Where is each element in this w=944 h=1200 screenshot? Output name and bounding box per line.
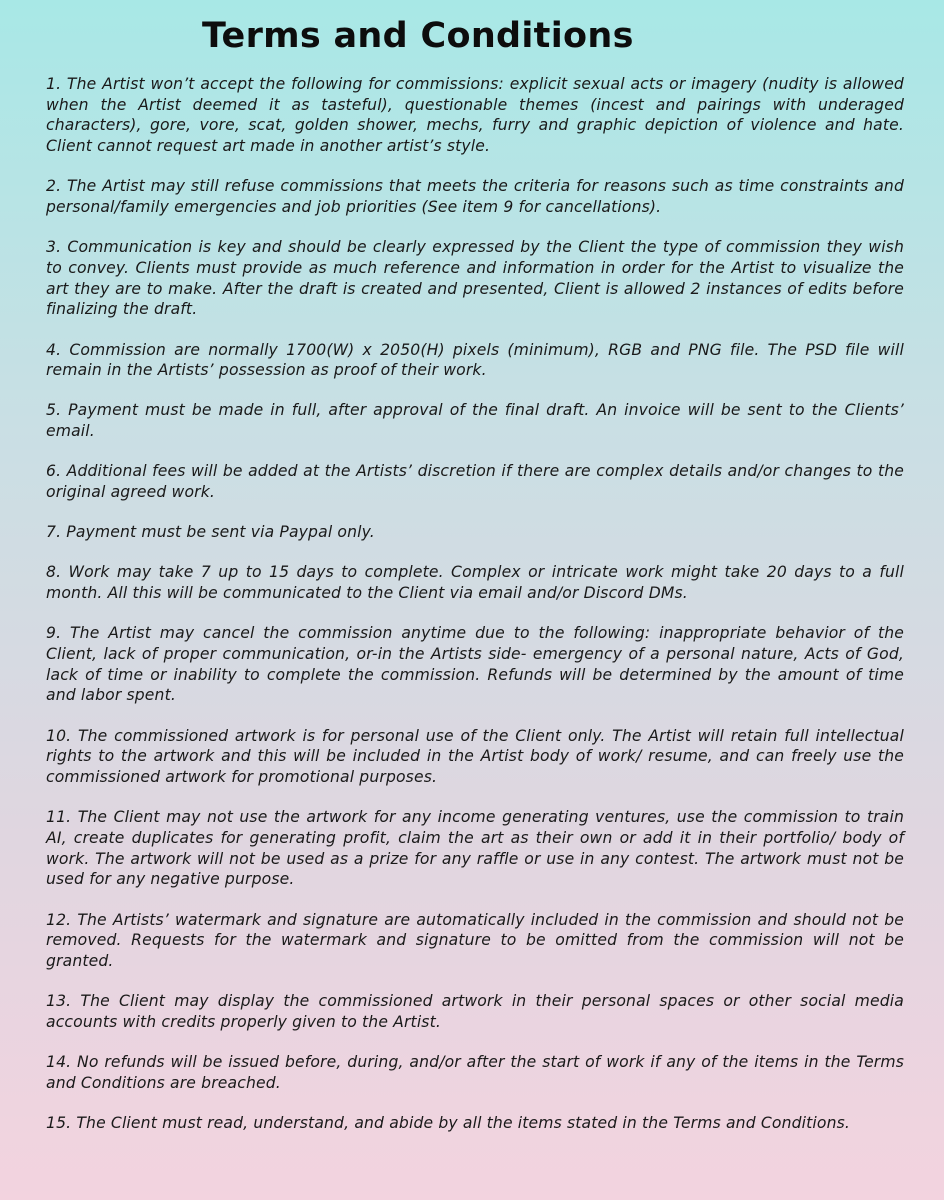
- page-title: Terms and Conditions: [202, 16, 634, 56]
- term-item-1: 1. The Artist won’t accept the following for commissions: explicit sexual acts or imagery (nudity is allowed when the Artist deemed it as tasteful), questionable themes (incest and pairings with underaged characters), gore, vore, scat, golden shower, mechs, furry and graphic depiction of violence and hate. Client cannot request art made in another artist’s style.: [46, 75, 904, 156]
- term-item-4: 4. Commission are normally 1700(W) x 2050(H) pixels (minimum), RGB and PNG file. The PSD file will remain in the Artists’ possession as proof of their work.: [46, 340, 904, 380]
- term-item-2: 2. The Artist may still refuse commissions that meets the criteria for reasons such as time constraints and personal/family emergencies and job priorities (See item 9 for cancellations).: [46, 177, 904, 217]
- term-item-10: 10. The commissioned artwork is for personal use of the Client only. The Artist will retain full intellectual rights to the artwork and this will be included in the Artist body of work/ resume, and can freely use the commissioned artwork for promotional purposes.: [46, 726, 904, 787]
- term-item-12: 12. The Artists’ watermark and signature are automatically included in the commission and should not be removed. Requests for the watermark and signature to be omitted from the commission will not be granted.: [46, 910, 904, 970]
- term-item-14: 14. No refunds will be issued before, during, and/or after the start of work if any of the items in the Terms and Conditions are breached.: [46, 1053, 904, 1092]
- term-item-15: 15. The Client must read, understand, and abide by all the items stated in the Terms and Conditions.: [46, 1114, 851, 1133]
- term-item-5: 5. Payment must be made in full, after approval of the final draft. An invoice will be sent to the Clients’ email.: [46, 401, 904, 441]
- term-item-7: 7. Payment must be sent via Paypal only.: [46, 523, 375, 542]
- term-item-8: 8. Work may take 7 up to 15 days to complete. Complex or intricate work might take 20 days to a full month. All this will be communicated to the Client via email and/or Discord DMs.: [46, 563, 904, 603]
- term-item-13: 13. The Client may display the commissioned artwork in their personal spaces or other social media accounts with credits properly given to the Artist.: [46, 992, 904, 1031]
- term-item-6: 6. Additional fees will be added at the Artists’ discretion if there are complex details and/or changes to the original agreed work.: [46, 462, 904, 502]
- term-item-9: 9. The Artist may cancel the commission anytime due to the following: inappropriate behavior of the Client, lack of proper communication, or-in the Artists side- emergency of a personal nature, Acts of God, lack of time or inability to complete the commission. Refunds will be determined by the amount of time and labor spent.: [46, 624, 904, 705]
- terms-list: [46, 74, 904, 1134]
- term-item-3: 3. Communication is key and should be clearly expressed by the Client the type of commission they wish to convey. Clients must provide as much reference and information in order for the Artist to visualize the art they are to make. After the draft is created and presented, Client is allowed 2 instances of edits before finalizing the draft.: [46, 238, 904, 319]
- term-item-11: 11. The Client may not use the artwork for any income generating ventures, use the commission to train AI, create duplicates for generating profit, claim the art as their own or add it in their portfolio/ body of work. The artwork will not be used as a prize for any raffle or use in any contest. The artwork must not be used for any negative purpose.: [46, 808, 904, 889]
